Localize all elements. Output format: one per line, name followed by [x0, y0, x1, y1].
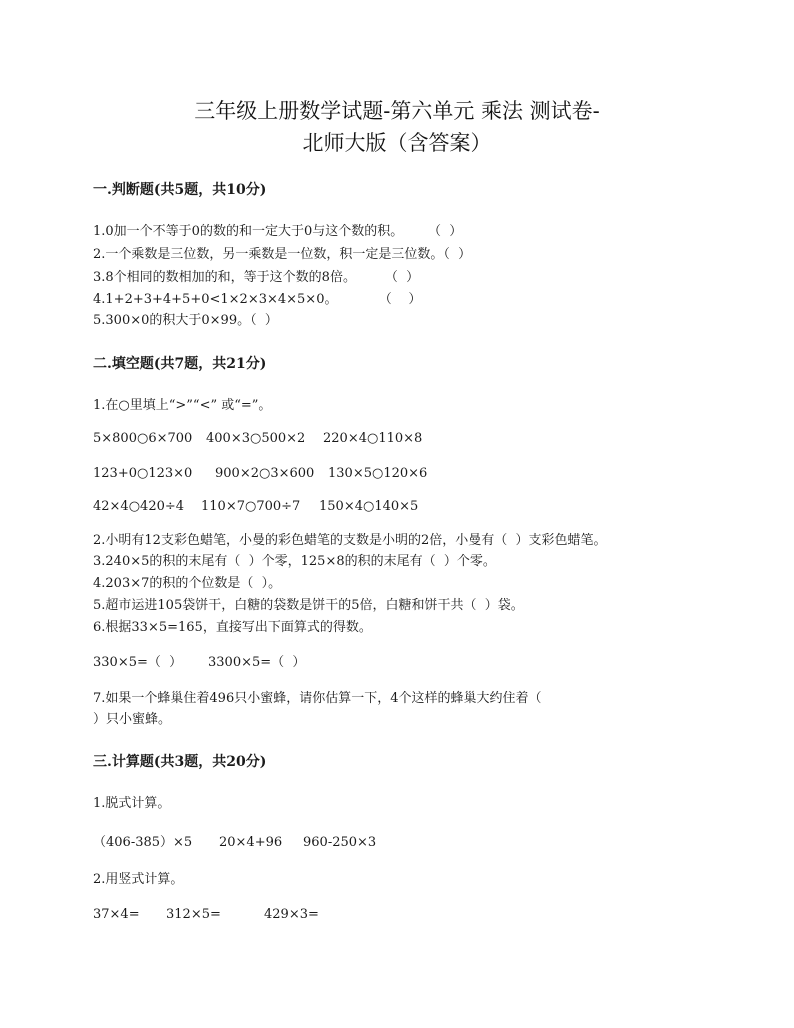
- section1-item-2: 2.一个乘数是三位数，另一乘数是一位数，积一定是三位数。（ ）: [93, 247, 472, 262]
- section1-item-3: 3.8个相同的数相加的和，等于这个数的8倍。 （ ）: [93, 270, 420, 285]
- calc-expr: 429×3=: [264, 907, 319, 922]
- calc-expr: 960-250×3: [303, 835, 377, 850]
- document-title-line2: 北师大版（含答案）: [302, 131, 492, 155]
- compare-expr: 150×4○140×5: [319, 499, 419, 514]
- q6-item: 330×5=（ ）: [93, 655, 183, 670]
- section1-item-4: 4.1+2+3+4+5+0<1×2×3×4×5×0。 （ ）: [93, 292, 422, 307]
- compare-expr: 900×2○3×600: [215, 466, 315, 481]
- section2-q7-line1: 7.如果一个蜂巢住着496只小蜜蜂，请你估算一下，4个这样的蜂巢大约住着（: [93, 691, 542, 706]
- calc-expr: 37×4=: [93, 907, 140, 922]
- calc-expr: （406-385）×5: [93, 835, 193, 850]
- calc-expr: 20×4+96: [219, 835, 283, 850]
- section3-q1: 1.脱式计算。: [93, 796, 171, 811]
- compare-expr: 400×3○500×2: [206, 431, 306, 446]
- section2-q2: 2.小明有12支彩色蜡笔，小曼的彩色蜡笔的支数是小明的2倍，小曼有（ ）支彩色蜡笔。: [93, 533, 607, 548]
- compare-expr: 220×4○110×8: [323, 431, 423, 446]
- section1-heading: 一.判断题(共5题，共10分): [93, 182, 267, 198]
- section2-q6: 6.根据33×5=165，直接写出下面算式的得数。: [93, 620, 372, 635]
- compare-expr: 130×5○120×6: [328, 466, 428, 481]
- section2-q7-line2: ）只小蜜蜂。: [93, 712, 172, 727]
- q6-item: 3300×5=（ ）: [208, 655, 306, 670]
- document-title-line1: 三年级上册数学试题-第六单元 乘法 测试卷-: [194, 99, 600, 123]
- section1-item-5: 5.300×0的积大于0×99。（ ）: [93, 313, 278, 328]
- calc-expr: 312×5=: [166, 907, 221, 922]
- section3-heading: 三.计算题(共3题，共20分): [93, 754, 267, 770]
- compare-expr: 110×7○700÷7: [201, 499, 301, 514]
- section2-q1: 1.在○里填上“>”“<” 或“=”。: [93, 398, 272, 413]
- section2-q4: 4.203×7的积的个位数是（ ）。: [93, 576, 282, 591]
- section1-item-1: 1.0加一个不等于0的数的和一定大于0与这个数的积。 （ ）: [93, 224, 463, 239]
- section2-q5: 5.超市运进105袋饼干，白糖的袋数是饼干的5倍，白糖和饼干共（ ）袋。: [93, 598, 524, 613]
- compare-expr: 5×800○6×700: [93, 431, 193, 446]
- section2-heading: 二.填空题(共7题，共21分): [93, 356, 267, 372]
- section3-q2: 2.用竖式计算。: [93, 872, 184, 887]
- compare-expr: 42×4○420÷4: [93, 499, 185, 514]
- section2-q3: 3.240×5的积的末尾有（ ）个零，125×8的积的末尾有（ ）个零。: [93, 554, 496, 569]
- compare-expr: 123+0○123×0: [93, 466, 193, 481]
